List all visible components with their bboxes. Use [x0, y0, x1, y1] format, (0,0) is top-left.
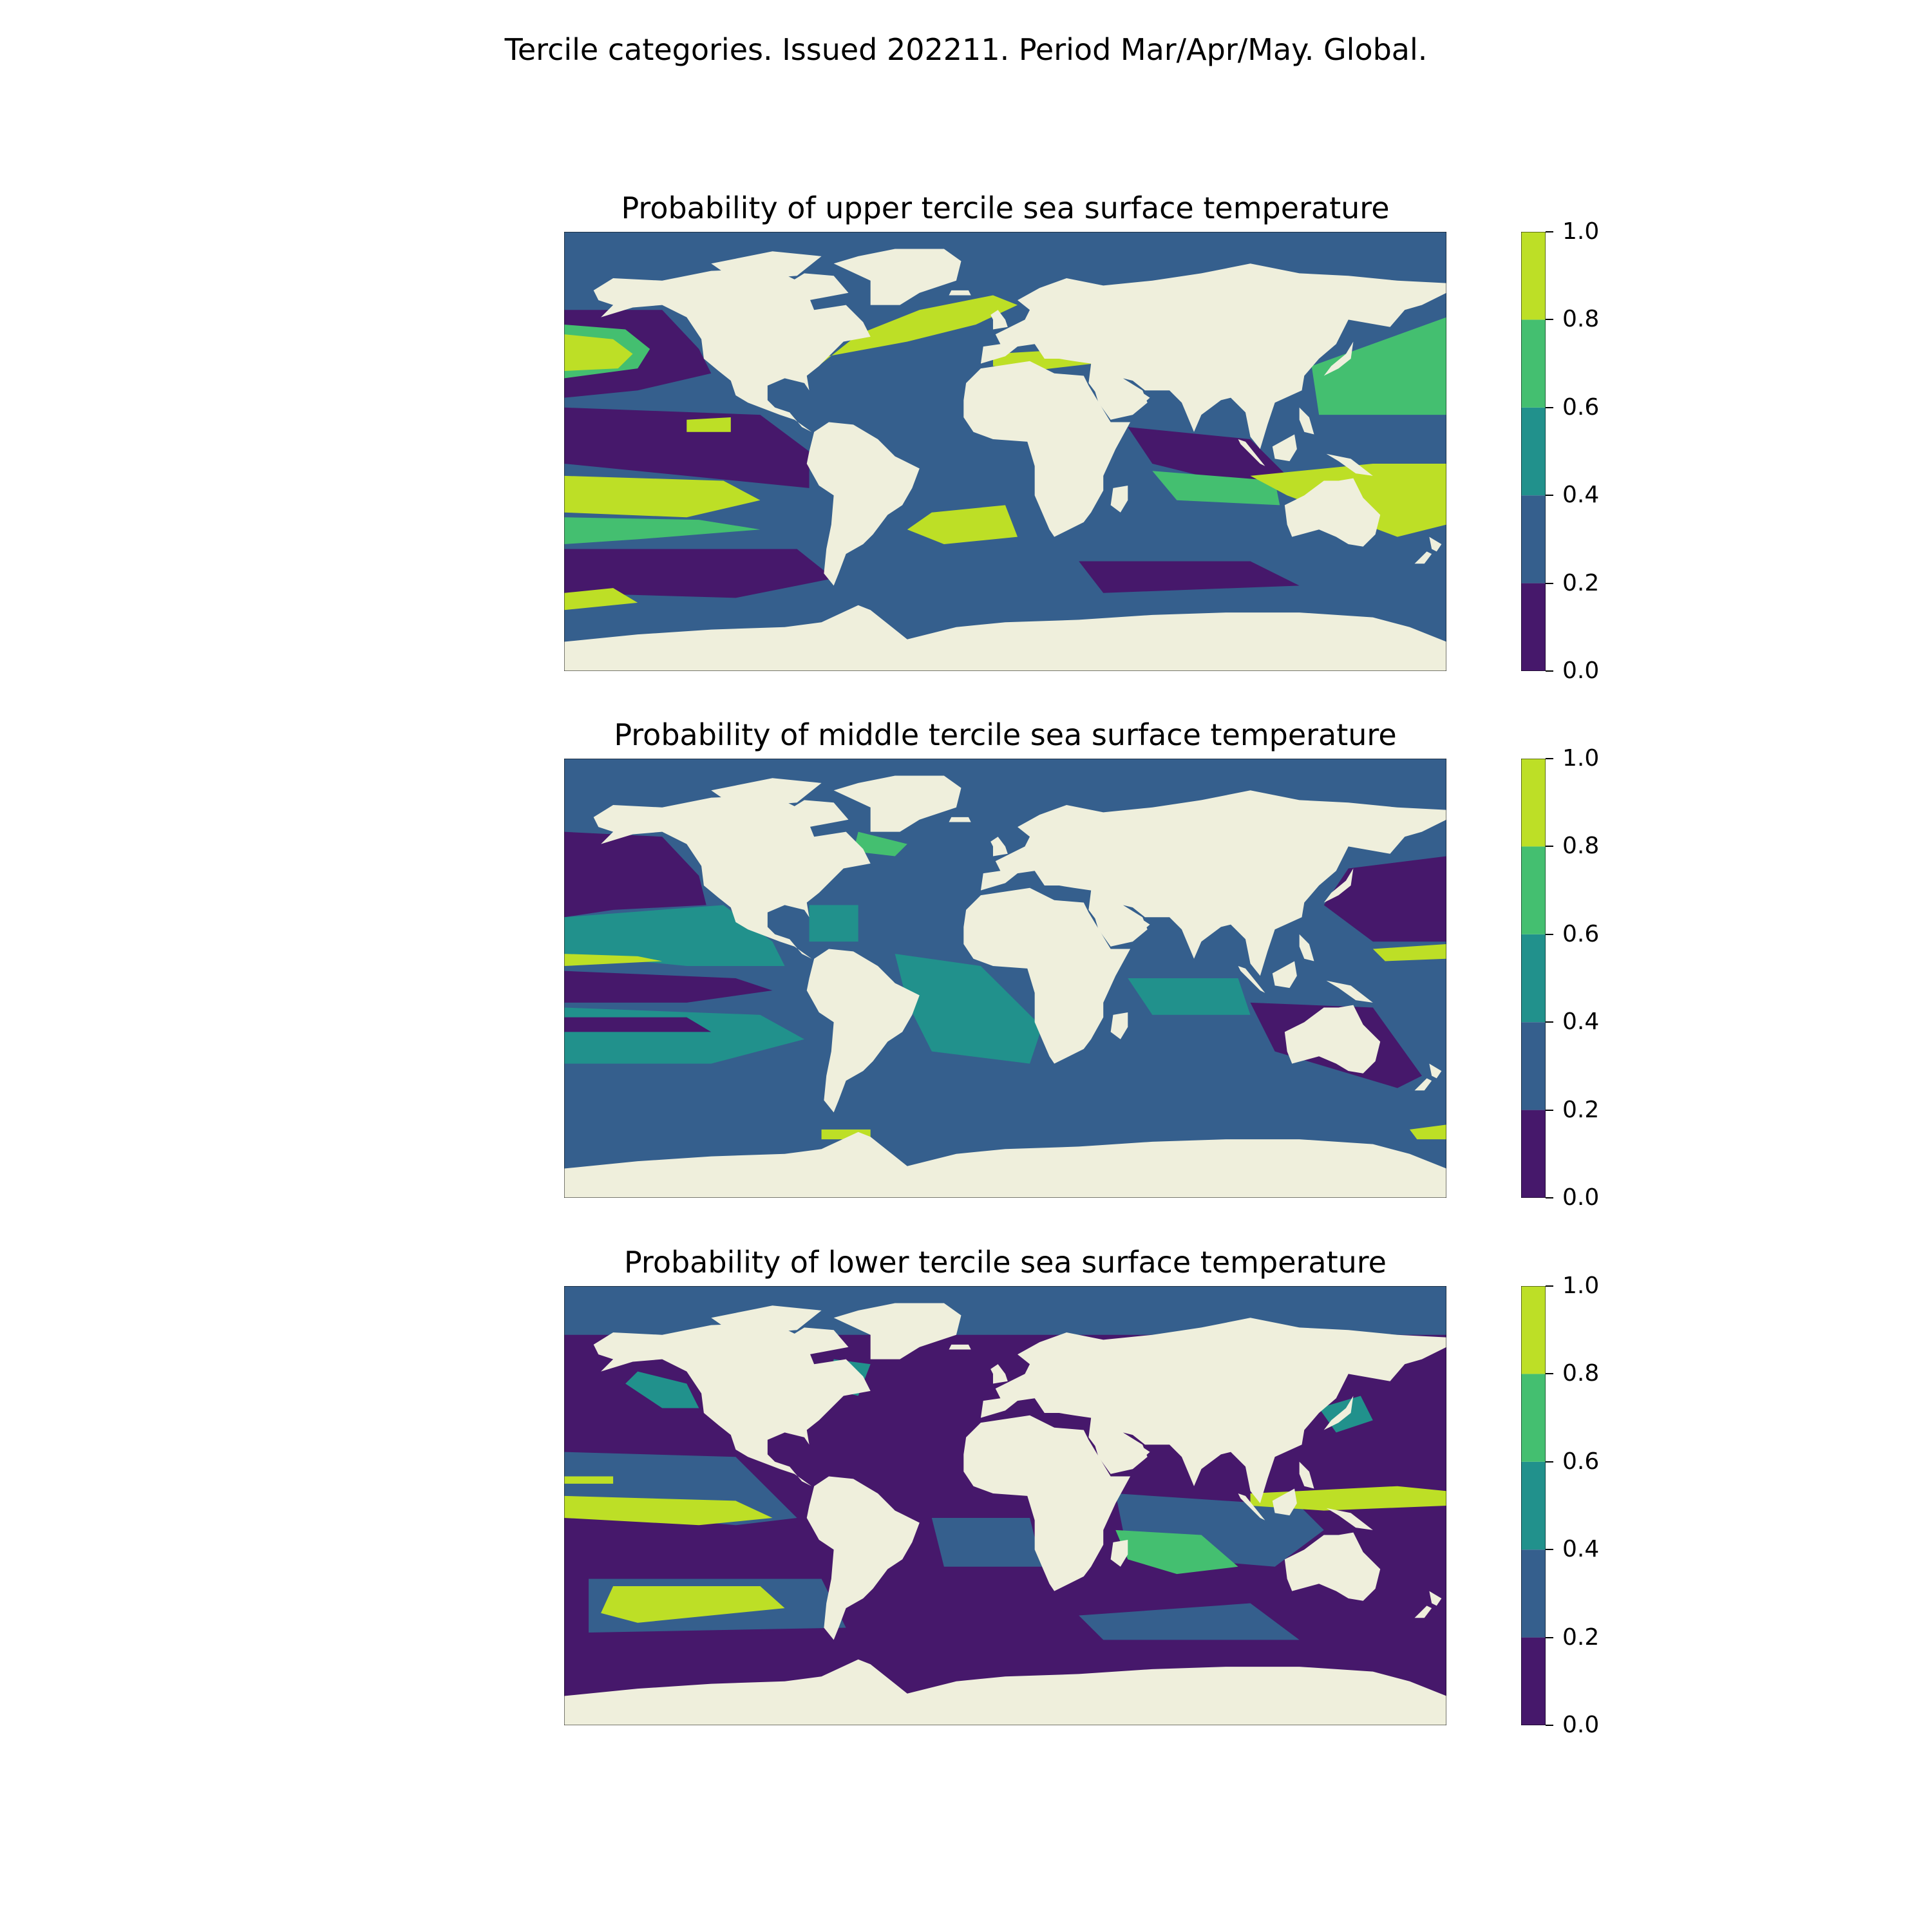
colorbar-tick-mark: [1546, 1549, 1553, 1550]
colorbar-tick-label: 0.0: [1562, 1184, 1600, 1211]
colorbar-segment: [1521, 319, 1546, 407]
colorbar-segment: [1521, 408, 1546, 495]
colorbar-segment: [1521, 495, 1546, 583]
land-iceland: [949, 1345, 971, 1350]
colorbar-segment: [1521, 583, 1546, 671]
probability-region: [564, 1018, 711, 1032]
colorbar-tick-label: 0.4: [1562, 1009, 1600, 1036]
colorbar-tick-label: 1.0: [1562, 745, 1600, 772]
colorbar-tick-mark: [1546, 1197, 1553, 1198]
colorbar-segment: [1521, 232, 1546, 319]
colorbar-tick-mark: [1546, 1110, 1553, 1111]
figure-suptitle: Tercile categories. Issued 202211. Period Mar/Apr/May. Global.: [504, 32, 1428, 67]
probability-region: [564, 1286, 1446, 1335]
land-iceland: [949, 817, 971, 822]
colorbar-tick-mark: [1546, 670, 1553, 672]
colorbar-segment: [1521, 1638, 1546, 1725]
colorbar-tick-label: 0.6: [1562, 1448, 1600, 1475]
colorbar-tick-mark: [1546, 1285, 1553, 1287]
colorbar-middle: [1521, 759, 1546, 1198]
panel-title-upper: Probability of upper tercile sea surface temperature: [621, 191, 1390, 225]
map-middle-tercile: [564, 759, 1446, 1198]
colorbar-tick-mark: [1546, 758, 1553, 759]
colorbar-segment: [1521, 1374, 1546, 1461]
colorbar-tick-label: 0.2: [1562, 569, 1600, 596]
colorbar-tick-label: 0.4: [1562, 1536, 1600, 1563]
probability-region: [932, 1518, 1042, 1567]
colorbar-tick-mark: [1546, 319, 1553, 320]
panel-title-lower: Probability of lower tercile sea surface temperature: [624, 1245, 1387, 1280]
probability-region: [810, 905, 858, 942]
colorbar-lower: [1521, 1286, 1546, 1725]
colorbar-tick-mark: [1546, 1725, 1553, 1726]
colorbar-tick-label: 0.2: [1562, 1096, 1600, 1123]
colorbar-tick-mark: [1546, 231, 1553, 232]
colorbar-upper: [1521, 232, 1546, 671]
colorbar-tick-label: 0.2: [1562, 1624, 1600, 1651]
colorbar-tick-mark: [1546, 934, 1553, 935]
map-upper-tercile: [564, 232, 1446, 671]
colorbar-tick-label: 1.0: [1562, 218, 1600, 245]
colorbar-segment: [1521, 846, 1546, 934]
colorbar-segment: [1521, 1286, 1546, 1374]
colorbar-tick-label: 0.6: [1562, 393, 1600, 421]
probability-region: [687, 417, 731, 432]
colorbar-segment: [1521, 1462, 1546, 1549]
colorbar-segment: [1521, 934, 1546, 1022]
panel-title-middle: Probability of middle tercile sea surface temperature: [614, 717, 1397, 752]
colorbar-segment: [1521, 1110, 1546, 1198]
colorbar-tick-label: 0.4: [1562, 482, 1600, 509]
colorbar-tick-mark: [1546, 1637, 1553, 1638]
colorbar-tick-mark: [1546, 846, 1553, 847]
colorbar-tick-mark: [1546, 1021, 1553, 1023]
colorbar-segment: [1521, 759, 1546, 846]
colorbar-tick-label: 0.6: [1562, 920, 1600, 947]
map-lower-tercile: [564, 1286, 1446, 1725]
colorbar-tick-mark: [1546, 495, 1553, 496]
colorbar-tick-label: 0.8: [1562, 833, 1600, 860]
colorbar-tick-label: 0.8: [1562, 306, 1600, 333]
colorbar-tick-label: 0.0: [1562, 1712, 1600, 1738]
colorbar-tick-mark: [1546, 407, 1553, 408]
colorbar-tick-label: 1.0: [1562, 1273, 1600, 1299]
land-iceland: [949, 290, 971, 296]
colorbar-segment: [1521, 1549, 1546, 1637]
colorbar-segment: [1521, 1022, 1546, 1110]
probability-region: [564, 1477, 613, 1484]
colorbar-tick-label: 0.8: [1562, 1360, 1600, 1387]
colorbar-tick-mark: [1546, 1373, 1553, 1374]
colorbar-tick-mark: [1546, 1461, 1553, 1463]
colorbar-tick-label: 0.0: [1562, 658, 1600, 684]
colorbar-tick-mark: [1546, 583, 1553, 584]
